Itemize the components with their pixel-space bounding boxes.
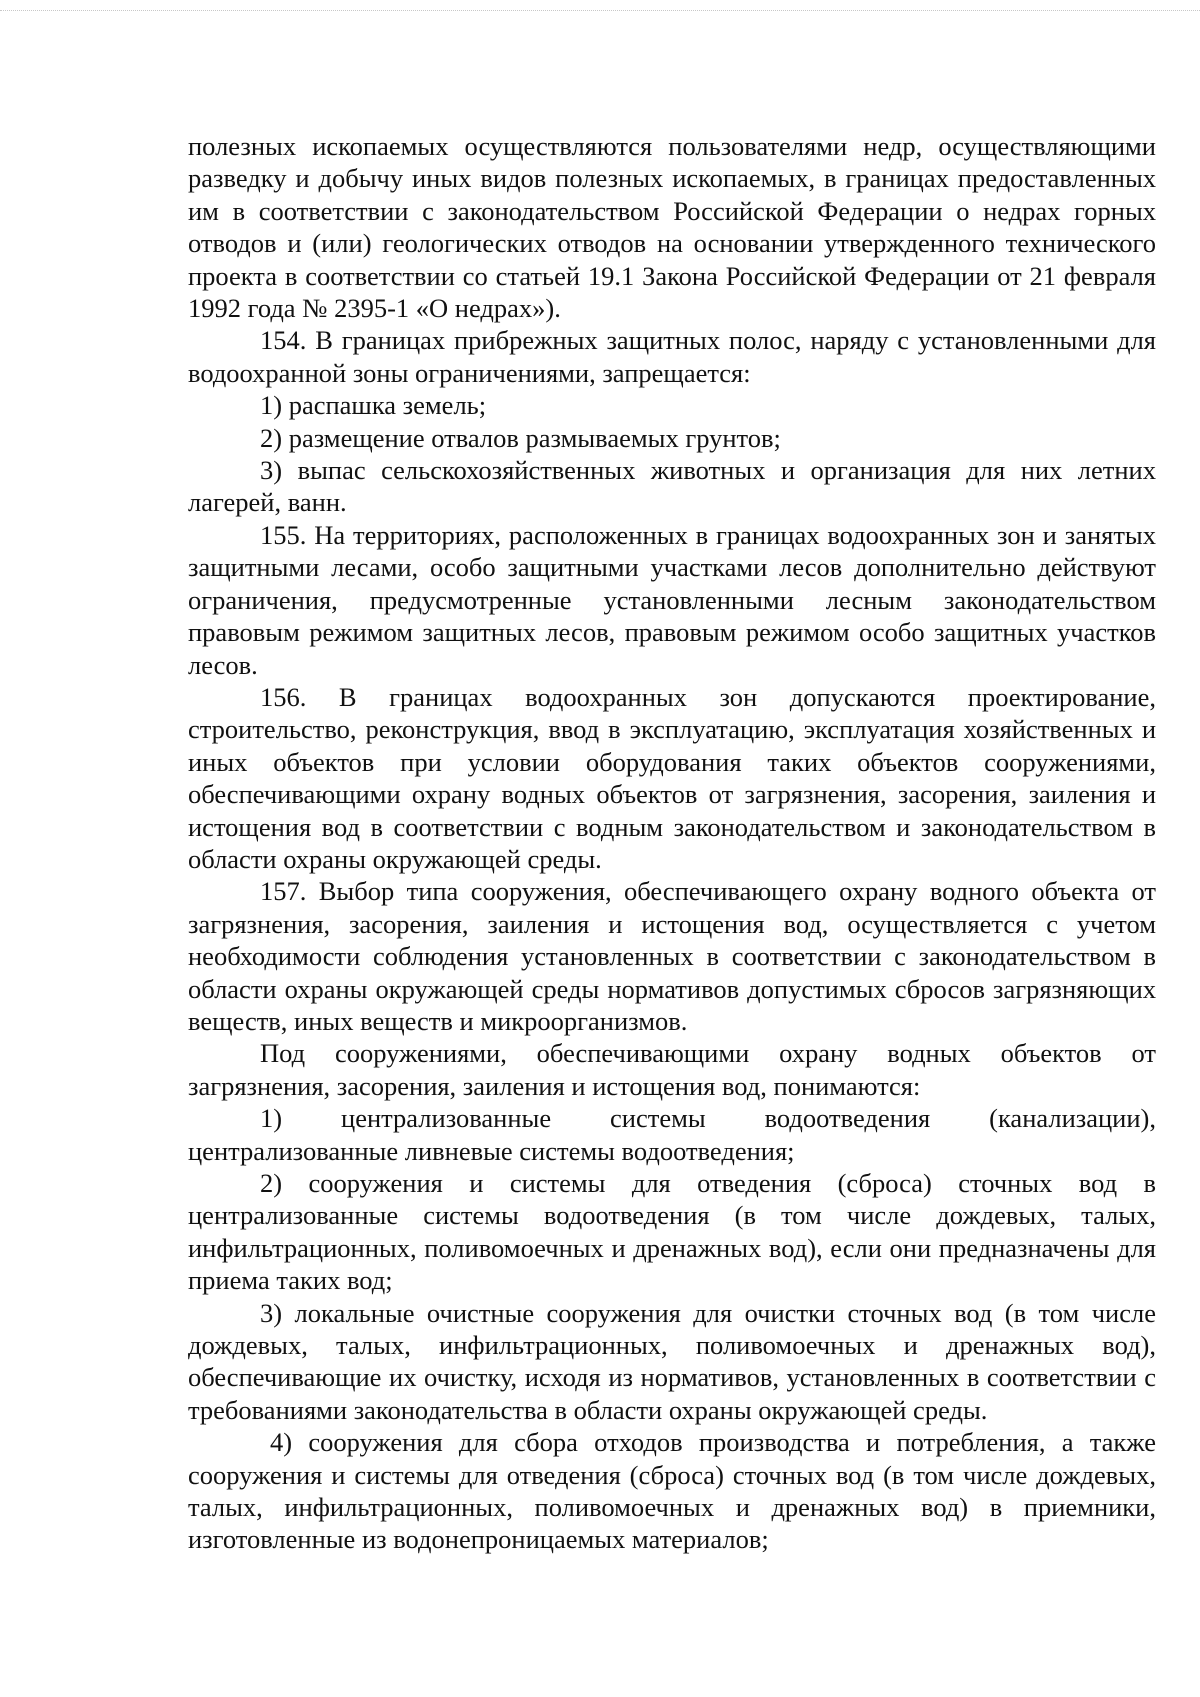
list-item-structures-3: 3) локальные очистные сооружения для очистки сточных вод (в том числе дождевых, талых, инфильтрационных, поливомоечных и дренажных вод), обеспечивающие их очистку, исходя из нормативов, установленных в соответствии с требованиями законодательства в области охраны окружающей среды.: [188, 1297, 1156, 1425]
paragraph-154: 154. В границах прибрежных защитных полос, наряду с установленными для водоохранной зоны ограничениями, запрещается:: [188, 325, 1156, 388]
paragraph-structures-intro: Под сооружениями, обеспечивающими охрану водных объектов от загрязнения, засорения, заиления и истощения вод, понимаются:: [188, 1038, 1156, 1101]
document-page: [188, 130, 1156, 1556]
paragraph-continuation: полезных ископаемых осуществляются пользователями недр, осуществляющими разведку и добычу иных видов полезных ископаемых, в границах предоставленных им в соответствии с законодательством Российской Федерации о недрах горных отводов и (или) геологических отводов на основании утвержденного технического проекта в соответствии со статьей 19.1 Закона Российской Федерации от 21 февраля 1992 года № 2395-1 «О недрах»).: [188, 131, 1156, 324]
list-item-structures-1: 1) централизованные системы водоотведения (канализации), централизованные ливневые системы водоотведения;: [188, 1103, 1156, 1166]
list-item-154-3: 3) выпас сельскохозяйственных животных и организация для них летних лагерей, ванн.: [188, 455, 1156, 518]
paragraph-157: 157. Выбор типа сооружения, обеспечивающего охрану водного объекта от загрязнения, засорения, заиления и истощения вод, осуществляется с учетом необходимости соблюдения установленных в соответствии с законодательством в области охраны окружающей среды нормативов допустимых сбросов загрязняющих веществ, иных веществ и микроорганизмов.: [188, 876, 1156, 1036]
list-item-154-1: 1) распашка земель;: [260, 390, 487, 421]
paragraph-155: 155. На территориях, расположенных в границах водоохранных зон и занятых защитными лесами, особо защитными участками лесов дополнительно действуют ограничения, предусмотренные установленными лесным законодательством правовым режимом защитных лесов, правовым режимом особо защитных участков лесов.: [188, 519, 1156, 680]
page-top-border: [0, 10, 1200, 11]
list-item-structures-2: 2) сооружения и системы для отведения (сброса) сточных вод в централизованные системы водоотведения (в том числе дождевых, талых, инфильтрационных, поливомоечных и дренажных вод), если они предназначены для приема таких вод;: [188, 1168, 1156, 1296]
list-item-structures-4: 4) сооружения для сбора отходов производства и потребления, а также сооружения и системы для отведения (сброса) сточных вод (в том числе дождевых, талых, инфильтрационных, поливомоечных и дренажных вод) в приемники, изготовленные из водонепроницаемых материалов;: [188, 1427, 1156, 1555]
list-item-154-2: 2) размещение отвалов размываемых грунтов;: [260, 422, 781, 453]
paragraph-156: 156. В границах водоохранных зон допускаются проектирование, строительство, реконструкция, ввод в эксплуатацию, эксплуатация хозяйственных и иных объектов при условии оборудования таких объектов сооружениями, обеспечивающими охрану водных объектов от загрязнения, засорения, заиления и истощения вод в соответствии с водным законодательством и законодательством в области охраны окружающей среды.: [188, 681, 1156, 874]
